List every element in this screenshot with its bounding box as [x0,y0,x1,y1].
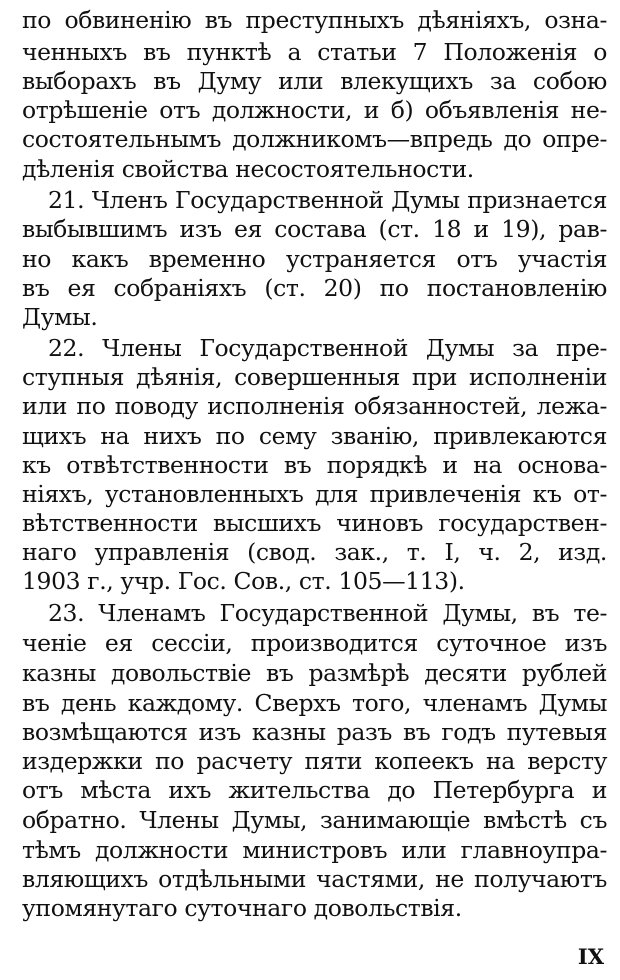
text-line: Думы. [22,303,98,331]
text-line: ченіе ея сессіи, производится суточное изъ [22,629,607,657]
text-line: дѣленія свойства несостоятельности. [22,155,474,183]
text-line: упомянутаго суточнаго довольствія. [22,894,462,922]
text-line: выбывшимъ изъ ея состава (ст. 18 и 19), рав- [22,215,607,243]
text-line: отъ мѣста ихъ жительства до Петербурга и [22,776,607,804]
page-number: IX [577,944,604,969]
text-line: отрѣшеніе отъ должности, и б) объявленія не- [22,96,607,124]
text-line: въ день каждому. Сверхъ того, членамъ Думы [22,689,607,717]
article-21-start: 21. Членъ Государственной Думы признается [48,186,607,214]
text-line: въ ея собраніяхъ (ст. 20) по постановленію [22,274,607,302]
text-line: вѣтственности высшихъ чиновъ государствен- [22,509,607,537]
text-line: ченныхъ въ пунктѣ а статьи 7 Положенія о [22,38,607,66]
text-line: по обвиненію въ преступныхъ дѣяніяхъ, озна- [22,6,607,34]
text-line: къ отвѣтственности въ порядкѣ и на основа- [22,451,607,479]
text-line: вляющихъ отдѣльными частями, не получаютъ [22,865,607,893]
text-line: или по поводу исполненія обязанностей, лежа- [22,392,607,420]
text-line: состоятельнымъ должникомъ—впредь до опре- [22,125,607,153]
text-line: издержки по расчету пяти копеекъ на версту [22,747,607,775]
text-line: тѣмъ должности министровъ или главноупра- [22,836,607,864]
text-line: щихъ на нихъ по сему званію, привлекаются [22,422,607,450]
article-23-start: 23. Членамъ Государственной Думы, въ те- [48,599,607,627]
text-line: обратно. Члены Думы, занимающіе вмѣстѣ съ [22,806,607,834]
text-line: казны довольствіе въ размѣрѣ десяти рублей [22,659,607,687]
text-line: наго управленія (свод. зак., т. I, ч. 2, изд. [22,538,607,566]
text-line: ніяхъ, установленныхъ для привлеченія къ от- [22,480,607,508]
text-line: ступныя дѣянія, совершенныя при исполненіи [22,363,607,391]
text-line: выборахъ въ Думу или влекущихъ за собою [22,67,607,95]
text-line: возмѣщаются изъ казны разъ въ годъ путевыя [22,718,607,746]
article-22-start: 22. Члены Государственной Думы за пре- [48,334,607,362]
text-line: но какъ временно устраняется отъ участія [22,245,607,273]
text-line: 1903 г., учр. Гос. Сов., ст. 105—113). [22,567,465,595]
